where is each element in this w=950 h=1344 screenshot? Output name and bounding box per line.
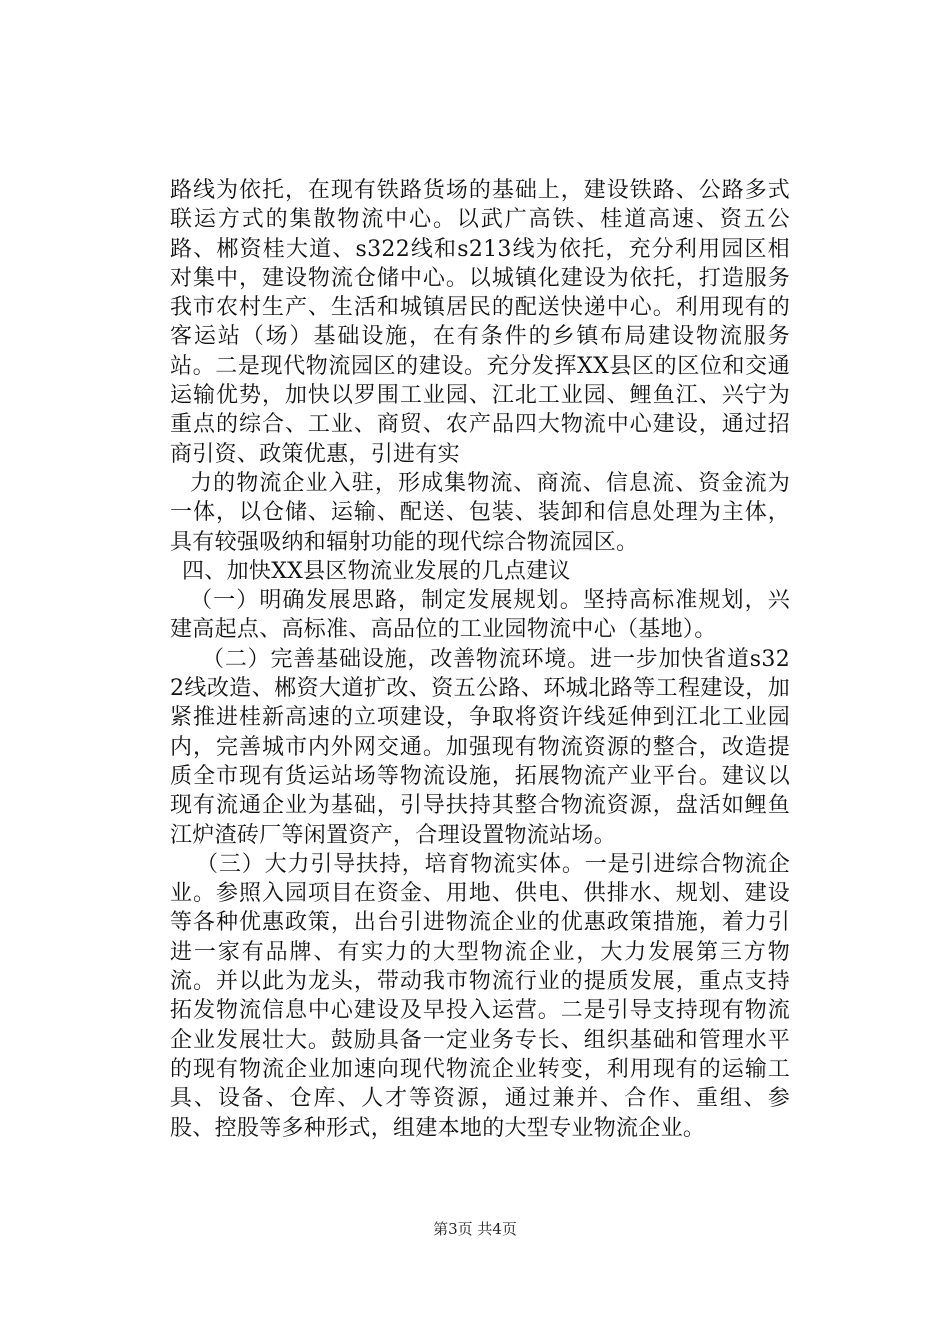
page-footer: 第3页 共4页 xyxy=(433,1220,517,1238)
paragraph-suggestion-1: （一）明确发展思路，制定发展规划。坚持高标准规划，兴建高起点、高标准、高品位的工业园物流中心（基地）。 xyxy=(170,588,790,643)
paragraph-continuation: 路线为依托，在现有铁路货场的基础上，建设铁路、公路多式联运方式的集散物流中心。以武广高铁、桂道高速、资五公路、郴资桂大道、s322线和s213线为依托，充分利用园区相对集中，建设物流仓储中心。以城镇化建设为依托，打造服务我市农村生产、生活和城镇居民的配送快递中心。利用现有的客运站（场）基础设施，在有条件的乡镇布局建设物流服务站。二是现代物流园区的建设。充分发挥XX县区的区位和交通运输优势，加快以罗围工业园、江北工业园、鲤鱼江、兴宁为重点的综合、工业、商贸、农产品四大物流中心建设，通过招商引资、政策优惠，引进有实 xyxy=(170,178,790,467)
paragraph-suggestion-3: （三）大力引导扶持，培育物流实体。一是引进综合物流企业。参照入园项目在资金、用地、供电、供排水、规划、建设等各种优惠政策，出台引进物流企业的优惠政策措施，着力引进一家有品牌、有实力的大型物流企业，大力发展第三方物流。并以此为龙头，带动我市物流行业的提质发展，重点支持拓发物流信息中心建设及早投入运营。二是引导支持现有物流企业发展壮大。鼓励具备一定业务专长、组织基础和管理水平的现有物流企业加速向现代物流企业转变，利用现有的运输工具、设备、仓库、人才等资源，通过兼并、合作、重组、参股、控股等多种形式，组建本地的大型专业物流企业。 xyxy=(170,851,790,1141)
section-heading-suggestions: 四、加快XX县区物流业发展的几点建议 xyxy=(182,558,571,584)
document-body xyxy=(170,176,790,1143)
paragraph-suggestion-2: （二）完善基础设施，改善物流环境。进一步加快省道s322线改造、郴资大道扩改、资五公路、环城北路等工程建设，加紧推进桂新高速的立项建设，争取将资许线延伸到江北工业园内，完善城市内外网交通。加强现有物流资源的整合，改造提质全市现有货运站场等物流设施，拓展物流产业平台。建议以现有流通企业为基础，引导扶持其整合物流资源，盘活如鲤鱼江炉渣砖厂等闲置资产，合理设置物流站场。 xyxy=(170,646,790,848)
paragraph-logistics-park: 力的物流企业入驻，形成集物流、商流、信息流、资金流为一体，以仓储、运输、配送、包装、装卸和信息处理为主体，具有较强吸纳和辐射功能的现代综合物流园区。 xyxy=(170,470,790,555)
